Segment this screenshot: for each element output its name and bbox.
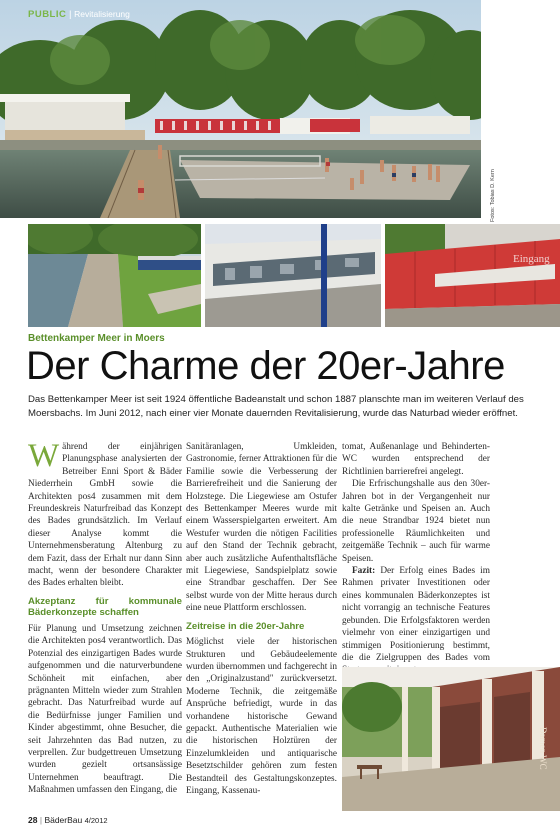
- dropcap-letter: W: [28, 438, 60, 474]
- colonnade-photo: [342, 667, 560, 811]
- col1-paragraph-2: Für Planung und Umsetzung zeichnen die Architekten pos4 verantwortlich. Das Potenzial des einzigartigen Bades wurde aufgenommen und die naturverbundene Schönheit mit einfachen, aber prägnanten Mitteln wieder zum Strahlen gebracht. Das Naturfreibad wurde auf die Bedürfnisse junger Familien und Kinder abgestimmt, ohne Besucher, die seit Jahrzehnten das Bad nutzen, zu verprellen. Zur budgettreuen Umsetzung wurden gezielt ortsansässige Unternehmen beauftragt. Die Maßnahmen umfassen den Eingang, die: [28, 623, 182, 796]
- page-number: 28: [28, 815, 38, 825]
- col2-paragraph-1: Sanitäranlagen, Umkleiden, Gastronomie, ferner Attraktionen für die Familie sowie die Verbesserung der Barrierefreiheit und die Sanierung der Holzstege. Die Liegewiese am Ostufer des Bettenkamper Meeres wurde mit einem Wasserspielgarten erweitert. Am Westufer wurden die nötigen Facilities auf den Stand der Technik gebracht, aber auch zusätzliche Aufenthaltsfläche mit Liegewiese, Sandspielplatz sowie eine Strandbar geschaffen. Der See selbst wurde von der Mitte heraus durch eine neue Plattform erschlossen.: [186, 442, 337, 614]
- column-3: [342, 441, 490, 677]
- subsection-label: Revitalisierung: [74, 9, 130, 19]
- col2-subhead: Zeitreise in die 20er-Jahre: [186, 620, 305, 632]
- col3-paragraph-3-text: Der Erfolg eines Bades im Rahmen privater Investitionen oder eines kommunalen Bäderkonzeptes ist nicht vorrangig an technische Features gebunden. Die Erfolgsfaktoren werden vielmehr von einer einzigartigen und stimmigen Positionierung bestimmt, die die Zielgruppen des Bades vom: [342, 566, 490, 663]
- red-wall-photo: [385, 224, 560, 327]
- article-kicker: Bettenkamper Meer in Moers: [28, 333, 165, 344]
- issue-number: 4/2012: [84, 816, 108, 825]
- footer-separator: |: [39, 815, 43, 825]
- article-lead: Das Bettenkamper Meer ist seit 1924 öffentliche Badeanstalt und schon 1887 planschte man im weiteren Verlauf des Moersbachs. Im Juni 2012, nach einer vier Monate dauernden Revitalisierung, wurde das Naturbad wieder eröffnet.: [28, 394, 524, 419]
- header-separator: |: [69, 9, 72, 20]
- section-header: [28, 9, 130, 20]
- col3-paragraph-2: Die Erfrischungshalle aus den 30er-Jahren bot in der Vergangenheit nur kalte Getränke und Speisen an. Auch die neue Strandbar 1924 bietet nun professionelle Räumlichkeiten und zeitgemäße Technik – auch für warme Speisen.: [342, 479, 490, 564]
- col1-paragraph-1-text: ährend der einjährigen Planungsphase analysierten der Betreiber Enni Sport & Bäder Niederrhein GmbH sowie die Architekten pos4 zusammen mit dem Freundeskreis Naturfreibad das Konzept des Bades grundsätzlich. Im Verlauf dieser Analyse kommt die Unternehmensberatung Altenburg zu dem Fazit, dass der Erhalt nur dann Sinn macht, wenn der besondere Charakter des Bades erhalten bleibt.: [28, 442, 182, 589]
- red-wall-sign-text: Eingang: [513, 253, 550, 265]
- column-2: [186, 441, 337, 797]
- photo-credit: [490, 169, 496, 222]
- lawn-pool-photo: [28, 224, 201, 327]
- section-label: PUBLIC: [28, 9, 67, 20]
- colonnade-illustration: [342, 667, 560, 811]
- gallery-wall-illustration: [205, 224, 381, 327]
- red-wall-illustration: [385, 224, 560, 327]
- gallery-wall-photo: [205, 224, 381, 327]
- article-title: Der Charme der 20er-Jahre: [26, 344, 505, 388]
- column-1: [28, 438, 182, 797]
- magazine-name: BäderBau: [44, 815, 83, 825]
- main-photo-illustration: [0, 0, 481, 218]
- colonnade-sign-text: Damen WC: [538, 727, 548, 770]
- col1-paragraph-1: [28, 438, 182, 590]
- photo-credit-text: Fotos: Tobias D. Kern: [490, 169, 496, 222]
- page-footer: [28, 815, 108, 825]
- fazit-label: Fazit:: [352, 566, 376, 577]
- col3-paragraph-1: tomat, Außenanlage und Behinderten-WC wurden entsprechend der Richtlinien barrierefrei angelegt.: [342, 442, 490, 477]
- lawn-pool-illustration: [28, 224, 201, 327]
- col3-paragraph-3: [342, 565, 490, 677]
- col2-paragraph-2: Möglichst viele der historischen Strukturen und Gebäudeelemente wurden übernommen und fachgerecht in den „Originalzustand" zurückversetzt. Moderne Technik, die zeitgemäße Ansprüche befriedigt, wurde in das vorhandene historische Gewand gepackt. Authentische Materialien wie die historischen Holztüren der Einzelumkleiden und antiquarische Besetztschilder gehören zum festen Bestandteil des Gestaltungskonzeptes. Eingang, Kassenau-: [186, 637, 337, 797]
- main-lake-photo: [0, 0, 481, 218]
- col1-subhead: Akzeptanz für kommunale Bäderkonzepte schaffen: [28, 595, 182, 619]
